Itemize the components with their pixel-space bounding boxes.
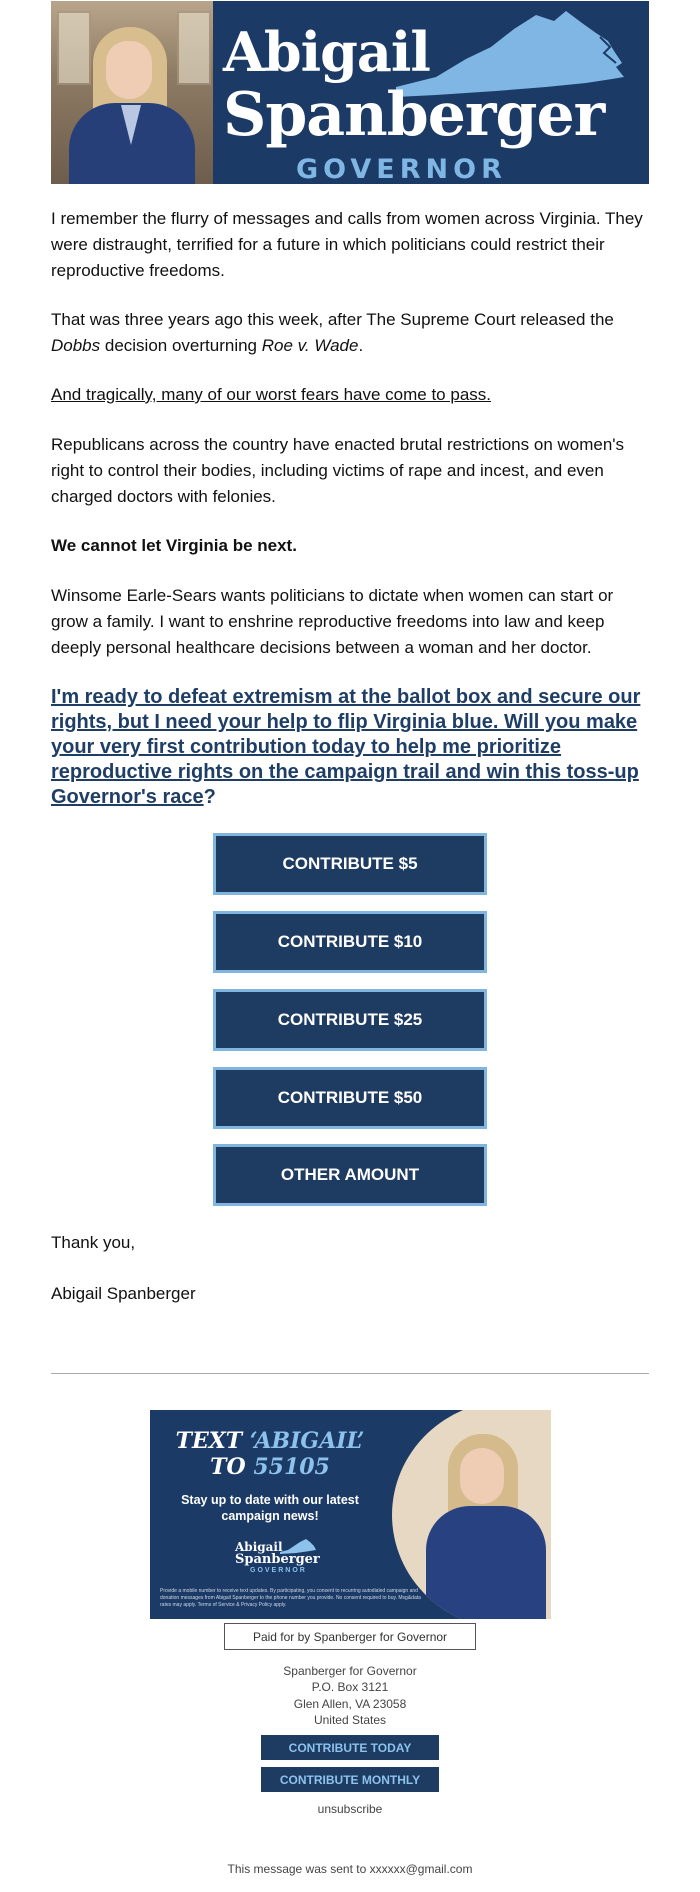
address-line-3: Glen Allen, VA 23058 xyxy=(293,1697,407,1711)
tb-logo-role: GOVERNOR xyxy=(250,1567,307,1574)
contribute-25-button[interactable]: CONTRIBUTE $25 xyxy=(213,989,487,1051)
p2-text-c: . xyxy=(358,336,364,355)
brand-role: GOVERNOR xyxy=(296,154,507,184)
body-paragraph-6: Winsome Earle-Sears wants politicians to dictate when women can start or grow a family. I want to enshrine reproductive freedoms into law and keep deeply personal healthcare decisions between a woman and her doctor. xyxy=(51,586,614,657)
unsubscribe-link[interactable]: unsubscribe xyxy=(317,1802,383,1816)
text-banner-subtitle: Stay up to date with our latest campaign news! xyxy=(181,1493,359,1523)
address-line-4: United States xyxy=(313,1713,387,1727)
body-paragraph-2 xyxy=(51,307,649,359)
cta-link[interactable]: I'm ready to defeat extremism at the ballot box and secure our rights, but I need your help to flip Virginia blue. Will you make your very first contribution today to help me prioritize reproductive rights on the campaign trail and win this toss-up Governor's race xyxy=(51,686,641,808)
tb-keyword: ‘ABIGAIL’ xyxy=(249,1428,365,1454)
paid-for-disclaimer: Paid for by Spanberger for Governor xyxy=(224,1623,476,1650)
body-paragraph-5: We cannot let Virginia be next. xyxy=(51,536,297,555)
cta-paragraph xyxy=(51,685,649,810)
header-banner xyxy=(51,1,649,184)
contribute-10-button[interactable]: CONTRIBUTE $10 xyxy=(213,911,487,973)
signoff-thanks: Thank you, xyxy=(51,1233,136,1252)
address-line-1: Spanberger for Governor xyxy=(283,1664,417,1678)
p2-dobbs: Dobbs xyxy=(51,336,101,355)
p2-text: That was three years ago this week, after The Supreme Court released the xyxy=(51,310,614,329)
tb-shortcode: 55105 xyxy=(253,1454,330,1480)
candidate-photo xyxy=(51,1,213,184)
signoff-name: Abigail Spanberger xyxy=(51,1284,196,1303)
contribute-monthly-button[interactable]: CONTRIBUTE MONTHLY xyxy=(261,1767,439,1792)
tb-logo-first: Abigail xyxy=(235,1540,283,1554)
body-paragraph-1: I remember the flurry of messages and calls from women across Virginia. They were distraught, terrified for a future in which politicians could restrict their reproductive freedoms. xyxy=(51,209,643,280)
cta-question-mark: ? xyxy=(203,786,216,808)
brand-last-name: Spanberger xyxy=(223,80,605,150)
tb-to: TO xyxy=(210,1454,254,1480)
text-signup-banner[interactable] xyxy=(150,1410,551,1619)
other-amount-button[interactable]: OTHER AMOUNT xyxy=(213,1144,487,1206)
brand-first-name: Abigail xyxy=(223,20,430,84)
text-banner-line-2 xyxy=(150,1454,390,1480)
contribute-5-button[interactable]: CONTRIBUTE $5 xyxy=(213,833,487,895)
tb-logo-last: Spanberger xyxy=(235,1552,320,1567)
p2-roe: Roe v. Wade xyxy=(261,336,359,355)
text-banner-fine-print: Provide a mobile number to receive text updates. By participating, you consent to recurring autodialed campaign and donation messages from Abigail Spanberger to the phone number you provide. No consent required to buy. Msg&data rates may apply. Terms of Service & Privacy Policy apply. xyxy=(160,1588,421,1608)
virginia-map-small-icon xyxy=(280,1538,316,1554)
text-banner-line-1 xyxy=(150,1428,390,1454)
divider xyxy=(51,1373,649,1374)
address-line-2: P.O. Box 3121 xyxy=(311,1680,389,1694)
p2-text-b: decision overturning xyxy=(100,336,262,355)
tb-text: TEXT xyxy=(175,1428,250,1454)
contribute-50-button[interactable]: CONTRIBUTE $50 xyxy=(213,1067,487,1129)
contribute-today-button[interactable]: CONTRIBUTE TODAY xyxy=(261,1735,439,1760)
body-paragraph-4: Republicans across the country have enacted brutal restrictions on women's right to control their bodies, including victims of rape and incest, and even charged doctors with felonies. xyxy=(51,435,625,506)
sent-to-notice: This message was sent to xxxxxx@gmail.com xyxy=(227,1862,473,1876)
body-paragraph-3: And tragically, many of our worst fears have come to pass. xyxy=(51,385,491,404)
